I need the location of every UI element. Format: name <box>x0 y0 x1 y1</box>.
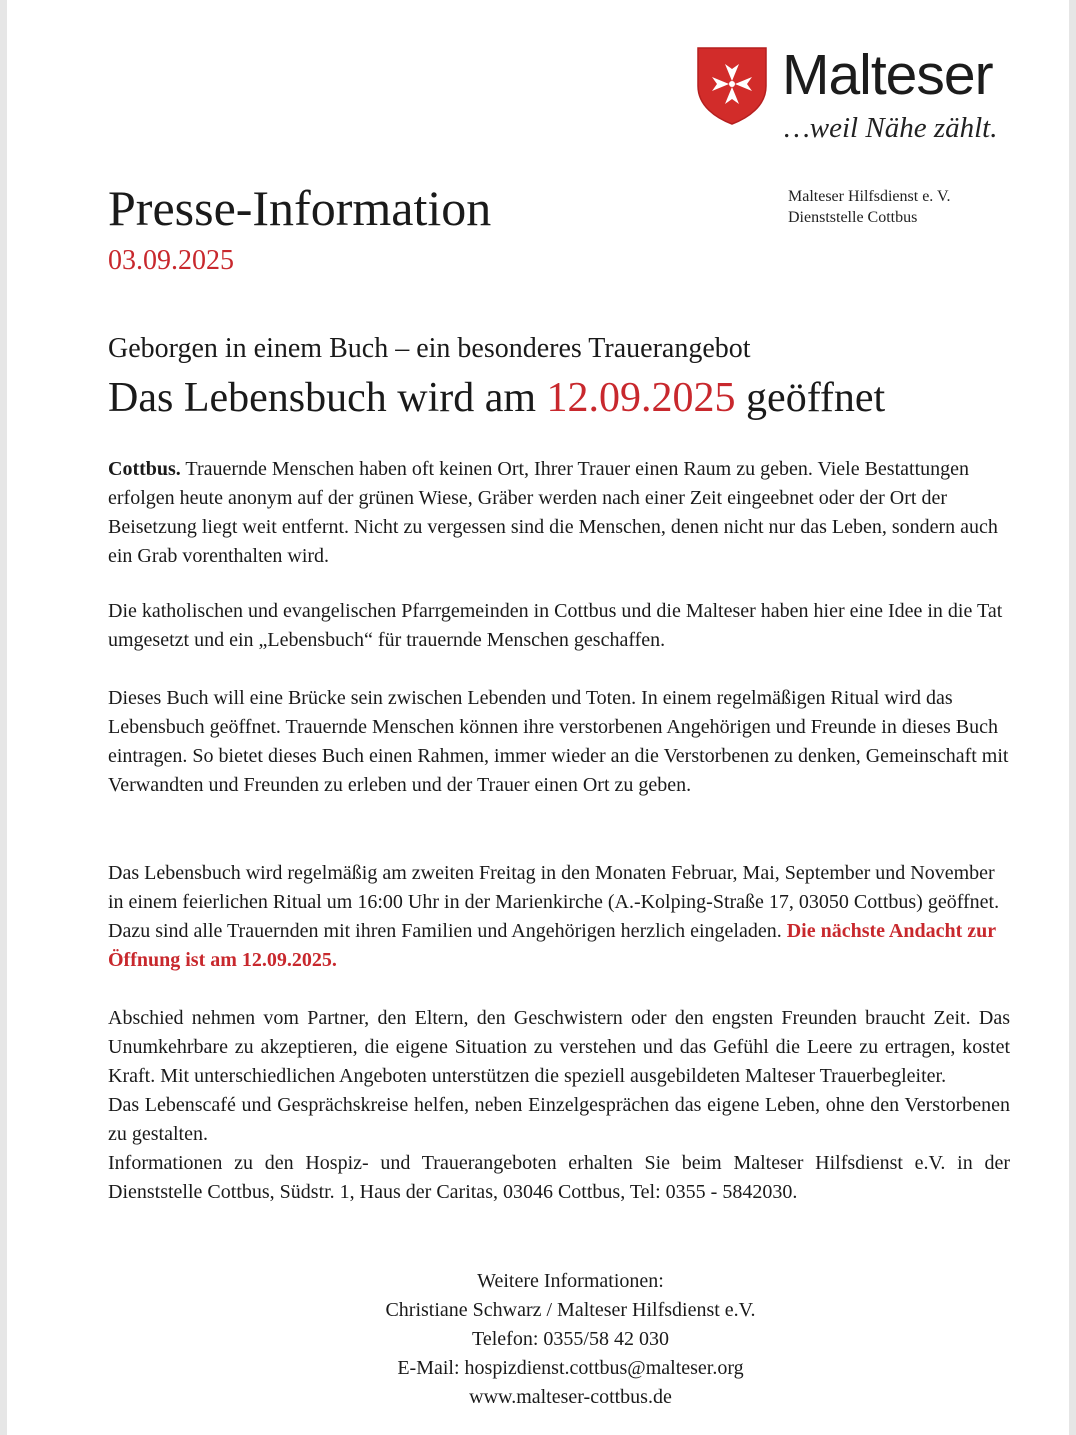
paragraph-cafe-text: Das Lebenscafé und Gesprächskreise helfen, neben Einzelgesprächen das eigene Leben, ohne den Verstorbenen zu gestalten. <box>108 1094 1010 1145</box>
subheadline: Geborgen in einem Buch – ein besonderes Trauerangebot <box>108 333 751 364</box>
headline <box>108 374 885 422</box>
paragraph-schedule <box>108 859 1010 975</box>
sender-block <box>788 186 951 228</box>
page-edge-left <box>0 0 7 1435</box>
logo-brand-name: Malteser <box>782 43 993 107</box>
page-edge-right <box>1069 0 1076 1435</box>
paragraph-idea <box>108 597 1010 655</box>
paragraph-intro <box>108 455 1010 571</box>
sender-organisation: Malteser Hilfsdienst e. V. <box>788 188 951 205</box>
paragraph-schedule-text: Das Lebensbuch wird regelmäßig am zweiten Freitag in den Monaten Februar, Mai, September und November in einem feierlichen Ritual um 16:00 Uhr in der Marienkirche (A.-Kolping-Straße 17, 03050 Cottbus) geöffnet. Dazu sind alle Trauernden mit ihren Familien und Angehörigen herzlich eingeladen. <box>108 862 1000 942</box>
document-title: Presse-Information <box>108 180 492 236</box>
contact-heading: Weitere Informationen: <box>477 1270 664 1292</box>
contact-name: Christiane Schwarz / Malteser Hilfsdienst e.V. <box>385 1299 756 1321</box>
paragraph-bridge-text: Dieses Buch will eine Brücke sein zwischen Lebenden und Toten. In einem regelmäßigen Ritual wird das Lebensbuch geöffnet. Trauernde Menschen können ihre verstorbenen Angehörigen und Freunde in dieses Buch eintragen. So bietet dieses Buch einen Rahmen, immer wieder an die Verstorbenen zu denken, Gemeinschaft mit Verwandten und Freunden zu erleben und der Trauer einen Ort zu geben. <box>108 687 1009 796</box>
contact-website: www.malteser-cottbus.de <box>469 1386 672 1408</box>
paragraph-idea-text: Die katholischen und evangelischen Pfarrgemeinden in Cottbus und die Malteser haben hier eine Idee in die Tat umgesetzt und ein „Lebensbuch“ für trauernde Menschen geschaffen. <box>108 600 1003 651</box>
maltese-cross-shield-icon <box>696 46 768 126</box>
malteser-logo <box>696 43 1016 156</box>
document-date: 03.09.2025 <box>108 245 234 276</box>
paragraph-info-text: Informationen zu den Hospiz- und Trauerangeboten erhalten Sie beim Malteser Hilfsdienst e.V. in der Dienststelle Cottbus, Südstr. 1, Haus der Caritas, 03046 Cottbus, Tel: 0355 - 5842030. <box>108 1152 1010 1203</box>
logo-claim: …weil Nähe zählt. <box>784 112 998 144</box>
headline-date: 12.09.2025 <box>546 375 736 421</box>
sender-office: Dienststelle Cottbus <box>788 209 918 226</box>
headline-pre: Das Lebensbuch wird am <box>108 375 547 421</box>
contact-phone: Telefon: 0355/58 42 030 <box>472 1328 669 1350</box>
paragraph-dateline: Cottbus. <box>108 458 181 480</box>
headline-post: geöffnet <box>735 375 886 421</box>
contact-email: E-Mail: hospizdienst.cottbus@malteser.org <box>397 1357 744 1379</box>
paragraph-support <box>108 1004 1010 1207</box>
paragraph-bridge <box>108 684 1010 800</box>
paragraph-farewell-text: Abschied nehmen vom Partner, den Eltern, den Geschwistern oder den engsten Freunden braucht Zeit. Das Unumkehrbare zu akzeptieren, die eigene Situation zu verstehen und das Gefühl die Leere zu ertragen, kostet Kraft. Mit unterschiedlichen Angeboten unterstützen die speziell ausgebildeten Malteser Trauerbegleiter. <box>108 1007 1010 1087</box>
contact-block <box>108 1267 1033 1412</box>
paragraph-intro-text: Trauernde Menschen haben oft keinen Ort, Ihrer Trauer einen Raum zu geben. Viele Bestattungen erfolgen heute anonym auf der grünen Wiese, Gräber werden nach einer Zeit eingeebnet oder der Ort der Beisetzung liegt weit entfernt. Nicht zu vergessen sind die Menschen, denen nicht nur das Leben, sondern auch ein Grab vorenthalten wird. <box>108 458 998 567</box>
next-ceremony-notice: Die nächste Andacht zur Öffnung ist am 12.09.2025. <box>108 920 996 971</box>
